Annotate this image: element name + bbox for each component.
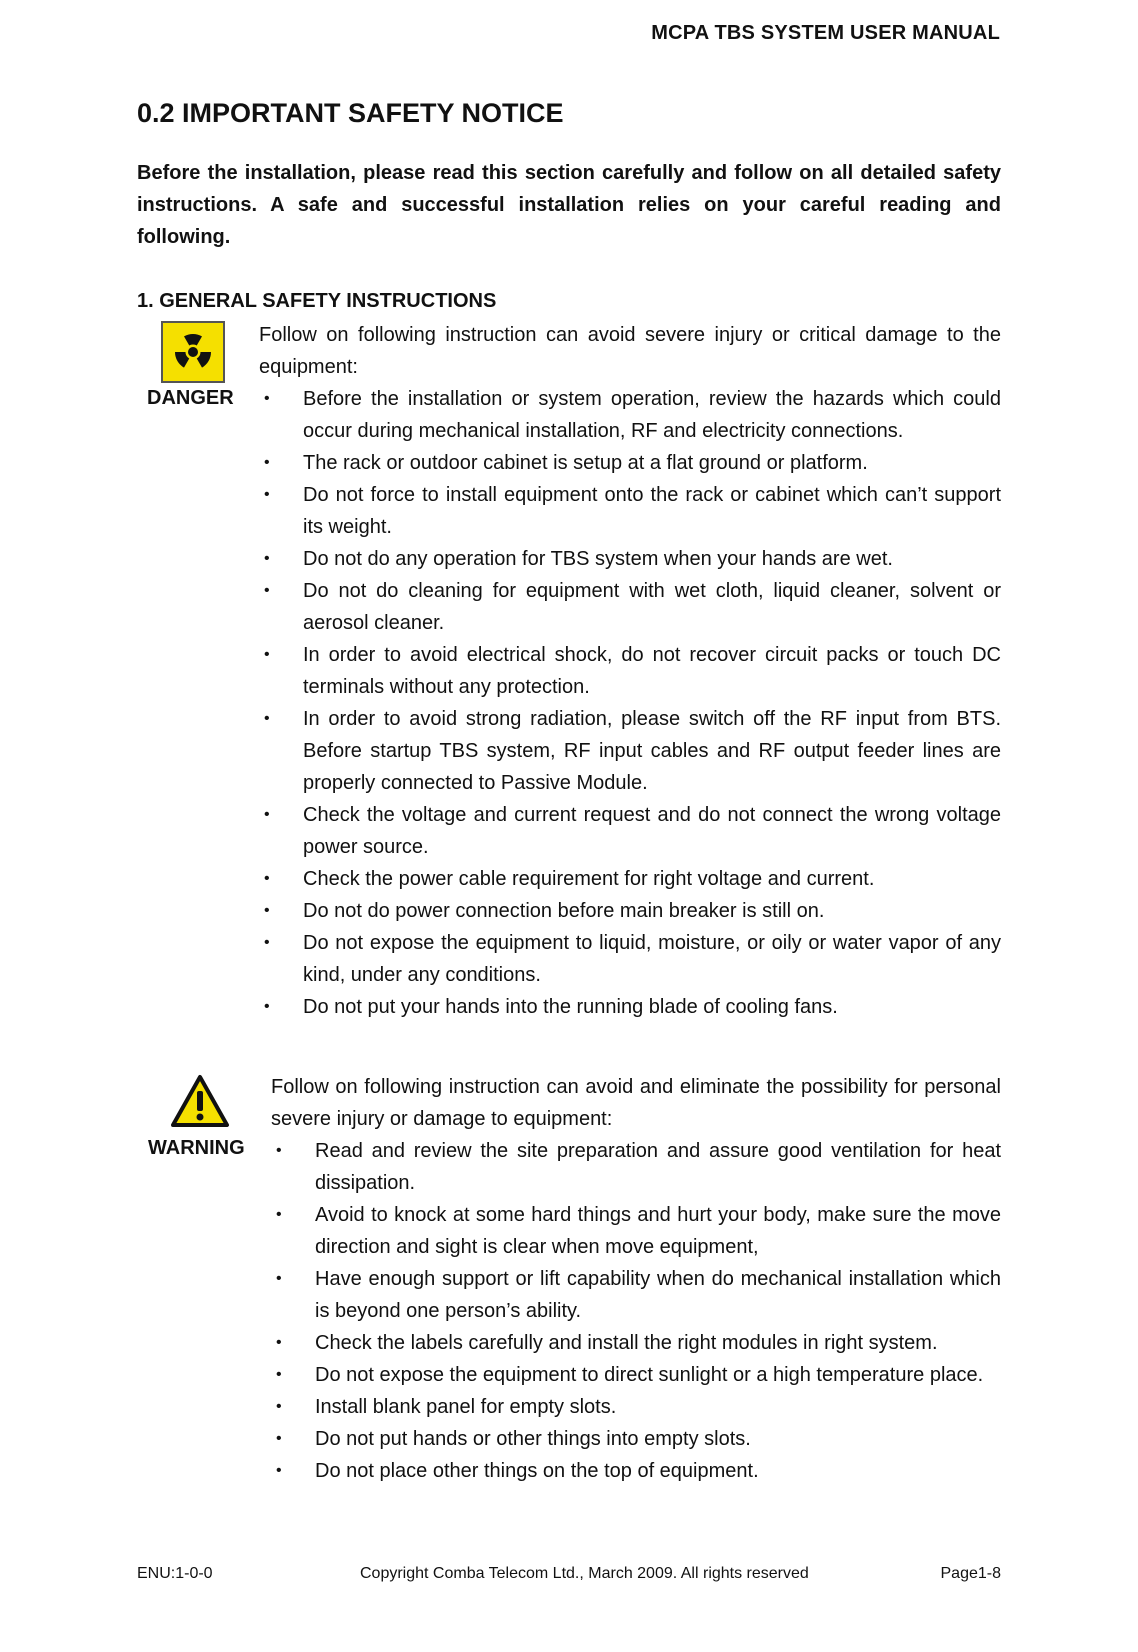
list-item: • The rack or outdoor cabinet is setup at a flat ground or platform. xyxy=(259,447,1001,479)
list-item: • In order to avoid strong radiation, please switch off the RF input from BTS. Before startup TBS system, RF input cables and RF output feeder lines are properly connected to Passive Module. xyxy=(259,703,1001,799)
intro-paragraph: Before the installation, please read this section carefully and follow on all detailed safety instructions. A safe and successful installation relies on your careful reading and following. xyxy=(137,162,1001,248)
list-item: • Read and review the site preparation and assure good ventilation for heat dissipation. xyxy=(271,1135,1001,1199)
list-item: • Do not expose the equipment to liquid, moisture, or oily or water vapor of any kind, under any conditions. xyxy=(259,927,1001,991)
danger-label: DANGER xyxy=(147,387,234,409)
list-item: • Do not place other things on the top of equipment. xyxy=(271,1455,1001,1487)
list-item: • Do not do cleaning for equipment with wet cloth, liquid cleaner, solvent or aerosol cleaner. xyxy=(259,575,1001,639)
list-item: • Before the installation or system operation, review the hazards which could occur during mechanical installation, RF and electricity connections. xyxy=(259,383,1001,447)
footer-version: ENU:1-0-0 xyxy=(137,1565,213,1582)
list-item: • In order to avoid electrical shock, do not recover circuit packs or touch DC terminals without any protection. xyxy=(259,639,1001,703)
running-header: MCPA TBS SYSTEM USER MANUAL xyxy=(651,22,1000,44)
warning-content xyxy=(271,1071,1001,1487)
list-item: • Do not force to install equipment onto the rack or cabinet which can’t support its weight. xyxy=(259,479,1001,543)
list-item: • Do not expose the equipment to direct sunlight or a high temperature place. xyxy=(271,1359,1001,1391)
danger-content xyxy=(259,319,1001,1023)
list-item: • Avoid to knock at some hard things and hurt your body, make sure the move direction and sight is clear when move equipment, xyxy=(271,1199,1001,1263)
warning-label: WARNING xyxy=(148,1137,245,1159)
list-item: • Have enough support or lift capability when do mechanical installation which is beyond one person’s ability. xyxy=(271,1263,1001,1327)
page-footer xyxy=(137,1565,1001,1585)
radiation-hazard-icon xyxy=(161,321,225,383)
page-title: 0.2 IMPORTANT SAFETY NOTICE xyxy=(137,98,564,128)
warning-triangle-icon xyxy=(170,1074,230,1128)
list-item: • Do not do any operation for TBS system when your hands are wet. xyxy=(259,543,1001,575)
list-item: • Check the labels carefully and install the right modules in right system. xyxy=(271,1327,1001,1359)
warning-list xyxy=(271,1135,1001,1487)
list-item: • Install blank panel for empty slots. xyxy=(271,1391,1001,1423)
footer-copyright: Copyright Comba Telecom Ltd., March 2009. All rights reserved xyxy=(360,1565,809,1582)
warning-lead: Follow on following instruction can avoid and eliminate the possibility for personal severe injury or damage to equipment: xyxy=(271,1076,1001,1130)
danger-list xyxy=(259,383,1001,1023)
list-item: • Check the power cable requirement for right voltage and current. xyxy=(259,863,1001,895)
list-item: • Do not do power connection before main breaker is still on. xyxy=(259,895,1001,927)
list-item: • Check the voltage and current request and do not connect the wrong voltage power source. xyxy=(259,799,1001,863)
danger-lead: Follow on following instruction can avoid severe injury or critical damage to the equipment: xyxy=(259,324,1001,378)
section-heading: 1. GENERAL SAFETY INSTRUCTIONS xyxy=(137,290,497,312)
footer-page-number: Page1-8 xyxy=(940,1565,1001,1582)
list-item: • Do not put hands or other things into empty slots. xyxy=(271,1423,1001,1455)
list-item: • Do not put your hands into the running blade of cooling fans. xyxy=(259,991,1001,1023)
